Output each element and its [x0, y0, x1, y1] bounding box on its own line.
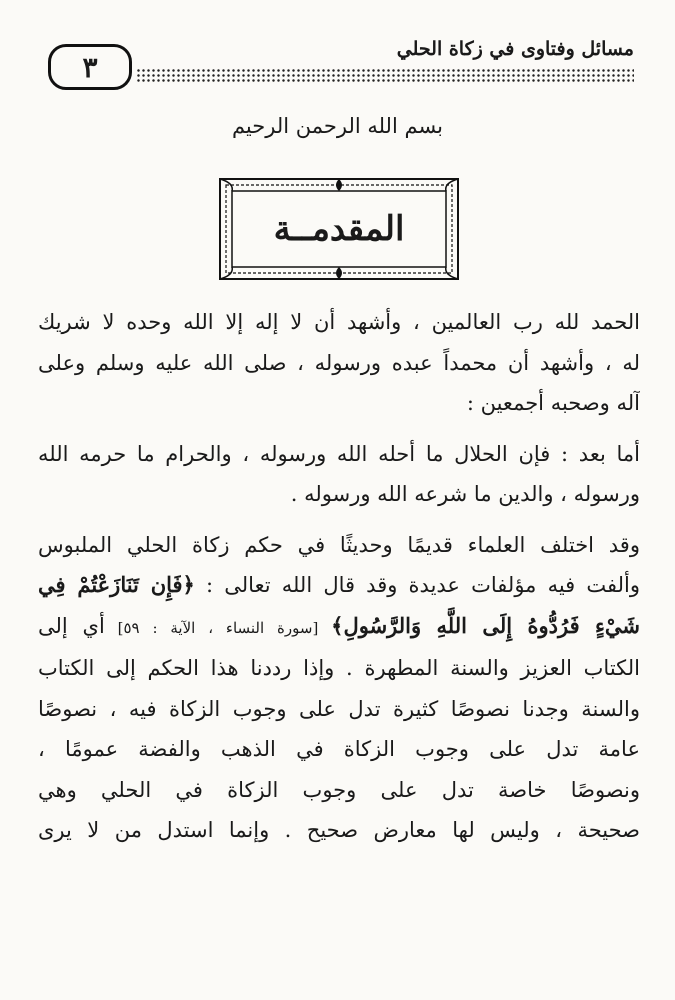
text-line: ونصوصًا خاصة تدل على وجوب الزكاة في الحلي وهي	[38, 777, 640, 802]
paragraph-amma-baad	[38, 434, 640, 515]
text-line: والسنة وجدنا نصوصًا كثيرة تدل على وجوب الزكاة فيه ، نصوصًا	[38, 696, 640, 721]
text-line: آله وصحبه أجمعين :	[466, 391, 640, 415]
page-number-box	[48, 44, 132, 90]
text-line: وقد اختلف العلماء قديمًا وحديثًا في حكم زكاة الحلي الملبوس	[38, 532, 640, 557]
header-dotted-rule	[136, 68, 634, 82]
quran-verse: ﴿فَإِن تَنَازَعْتُمْ فِي	[38, 572, 195, 597]
text-line: صحيحة ، وليس لها معارض صحيح . وإنما استدل من لا يرى	[38, 818, 640, 842]
paragraph-khilaf	[38, 525, 640, 851]
text-segment: وألفت فيه مؤلفات عديدة وقد قال الله تعالى :	[194, 573, 640, 597]
text-line: أما بعد : فإن الحلال ما أحله الله ورسوله ، والحرام ما حرمه الله	[38, 441, 640, 466]
text-line	[38, 565, 640, 606]
text-line: الكتاب العزيز والسنة المطهرة . وإذا رددنا هذا الحكم إلى الكتاب	[38, 656, 640, 680]
verse-reference: [سورة النساء ، الآية : ٥٩]	[104, 618, 332, 637]
page-number: ٣	[82, 50, 98, 84]
quran-verse: شَيْءٍ فَرُدُّوهُ إِلَى اللَّهِ وَالرَّسُولِ﴾	[331, 612, 640, 638]
body-text	[38, 302, 640, 851]
section-title: المقدمــة	[273, 209, 405, 249]
text-line	[38, 606, 640, 649]
page-header	[48, 38, 634, 90]
section-title-frame	[217, 176, 461, 282]
basmala: بسم الله الرحمن الرحيم	[231, 114, 444, 138]
running-title: مسائل وفتاوى في زكاة الحلي	[396, 38, 634, 60]
text-line: له ، وأشهد أن محمداً عبده ورسوله ، صلى الله عليه وسلم وعلى	[38, 350, 640, 375]
text-line: ورسوله ، والدين ما شرعه الله ورسوله .	[290, 482, 640, 506]
text-segment: أي إلى	[38, 613, 105, 638]
text-line: الحمد لله رب العالمين ، وأشهد أن لا إله إلا الله وحده لا شريك	[38, 310, 640, 334]
paragraph-intro	[38, 302, 640, 424]
text-line: عامة تدل على وجوب الزكاة في الذهب والفضة عمومًا ،	[38, 737, 640, 761]
